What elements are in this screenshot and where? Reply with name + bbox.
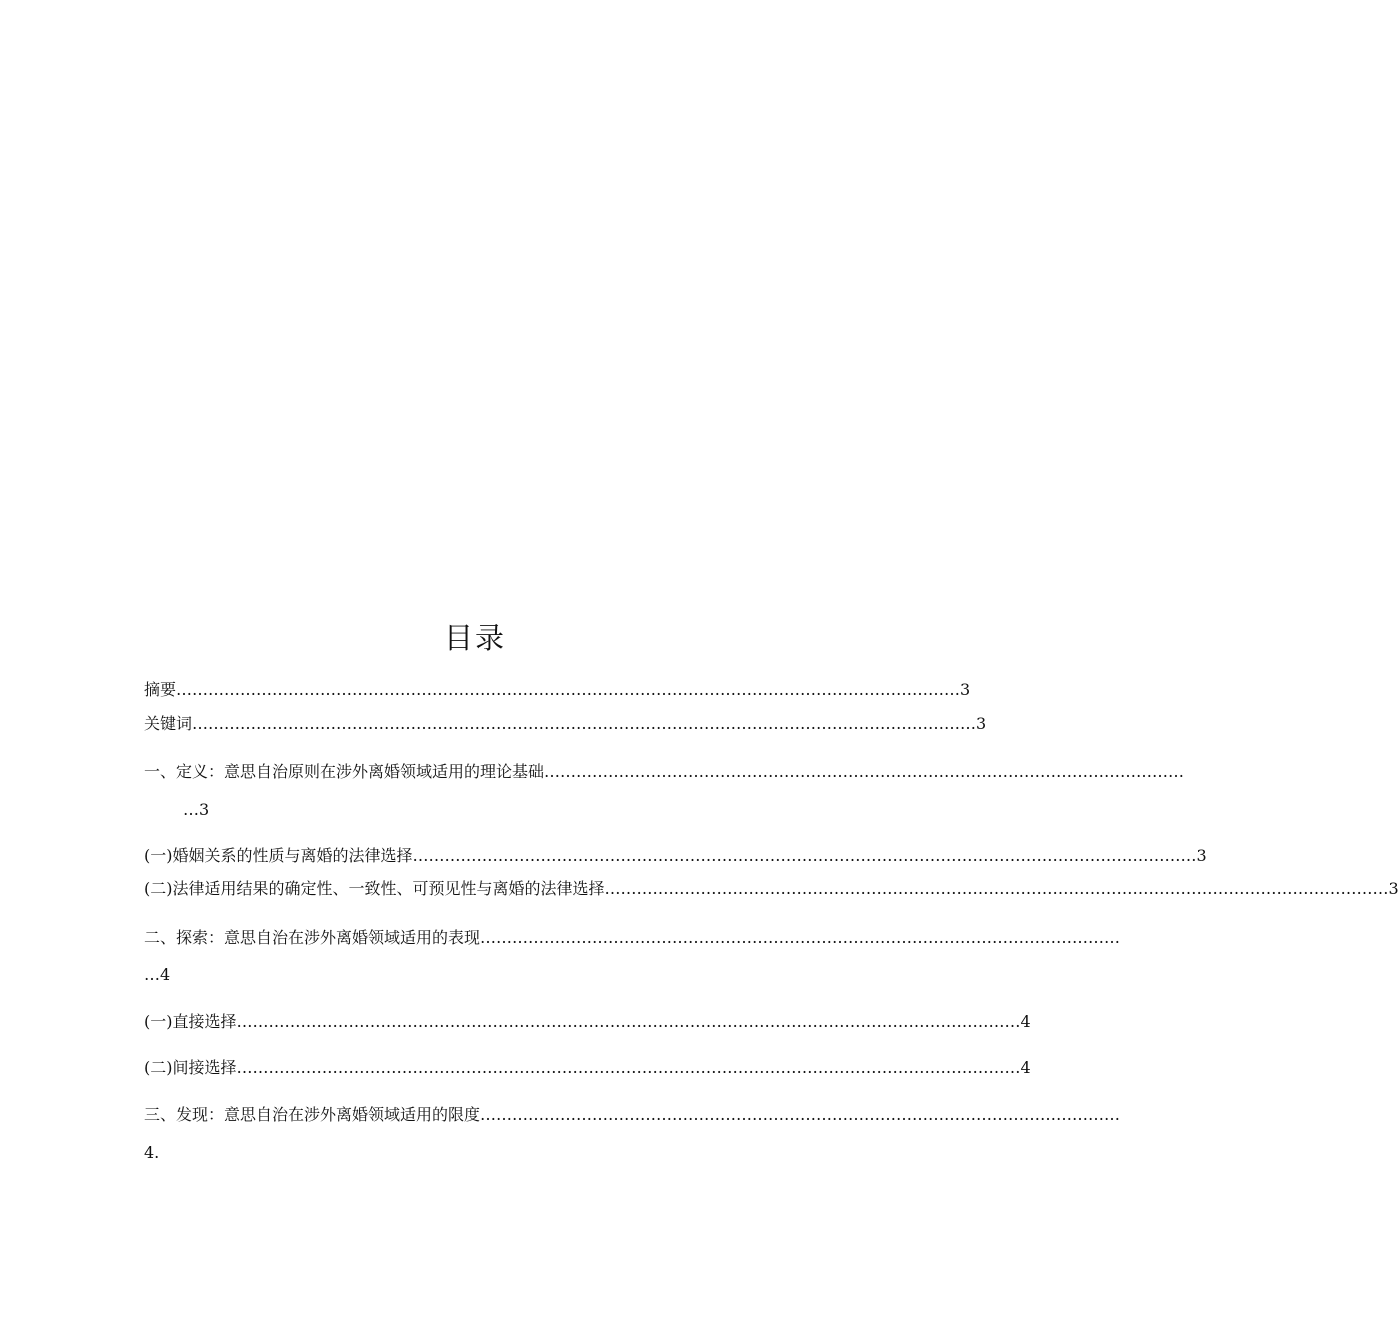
toc-entry-abstract[interactable] [144, 679, 971, 701]
toc-leader-dots: ………………………………………………………………………………………………………………………………… [604, 879, 1389, 898]
toc-leader-dots: ………………………………………………………………………………………………………… [480, 1105, 1121, 1124]
toc-entry-text: 摘要 [144, 680, 177, 699]
toc-entry-section-2-2[interactable] [144, 1057, 1031, 1079]
toc-entry-section-1-2[interactable] [144, 878, 1399, 900]
toc-page-number: 3 [976, 714, 987, 733]
toc-entry-keywords[interactable] [144, 713, 987, 735]
toc-entry-section-1[interactable] [144, 761, 1185, 783]
toc-leader-dots: ………………………………………………………………………………………………………………………………… [412, 846, 1197, 865]
toc-entry-section-3[interactable] [144, 1104, 1121, 1126]
toc-entry-continuation: 4. [144, 1143, 160, 1162]
toc-entry-number: 一、 [144, 762, 177, 781]
toc-entry-text: 三、发现：意思自治在涉外离婚领域适用的限度 [144, 1105, 481, 1124]
toc-leader-dots: ………………………………………………………………………………………………………………………………… [192, 714, 977, 733]
toc-page-number: 4 [1020, 1012, 1031, 1031]
toc-leader-dots: ………………………………………………………………………………………………………………………………… [236, 1058, 1021, 1077]
toc-leader-dots: ………………………………………………………………………………………………………… [480, 928, 1121, 947]
toc-entry-section-2[interactable] [144, 927, 1121, 949]
toc-entry-text: (一)婚姻关系的性质与离婚的法律选择 [144, 846, 413, 865]
toc-entry-section-1-1[interactable] [144, 845, 1207, 867]
toc-entry-text: 关键词 [144, 714, 193, 733]
toc-entry-text: 二、探索：意思自治在涉外离婚领域适用的表现 [144, 928, 481, 947]
toc-entry-text: (二)间接选择 [144, 1058, 237, 1077]
toc-page-number: 4 [1020, 1058, 1031, 1077]
toc-leader-dots: ………………………………………………………………………………………………………………………………… [176, 680, 961, 699]
toc-leader-dots: ………………………………………………………………………………………………………………………………… [236, 1012, 1021, 1031]
toc-title: 目录 [443, 621, 506, 655]
toc-entry-section-2-1[interactable] [144, 1011, 1031, 1033]
toc-page-number: 3 [960, 680, 971, 699]
toc-page-number: 3 [1196, 846, 1207, 865]
toc-entry-text: (一)直接选择 [144, 1012, 237, 1031]
toc-entry-text: (二)法律适用结果的确定性、一致性、可预见性与离婚的法律选择 [144, 879, 605, 898]
toc-page-number: 3 [1388, 879, 1399, 898]
toc-entry-text: 定义：意思自治原则在涉外离婚领域适用的理论基础 [176, 762, 545, 781]
toc-entry-continuation: …4 [144, 965, 171, 984]
toc-leader-dots: ………………………………………………………………………………………………………… [544, 762, 1185, 781]
toc-entry-continuation: …3 [183, 800, 210, 819]
